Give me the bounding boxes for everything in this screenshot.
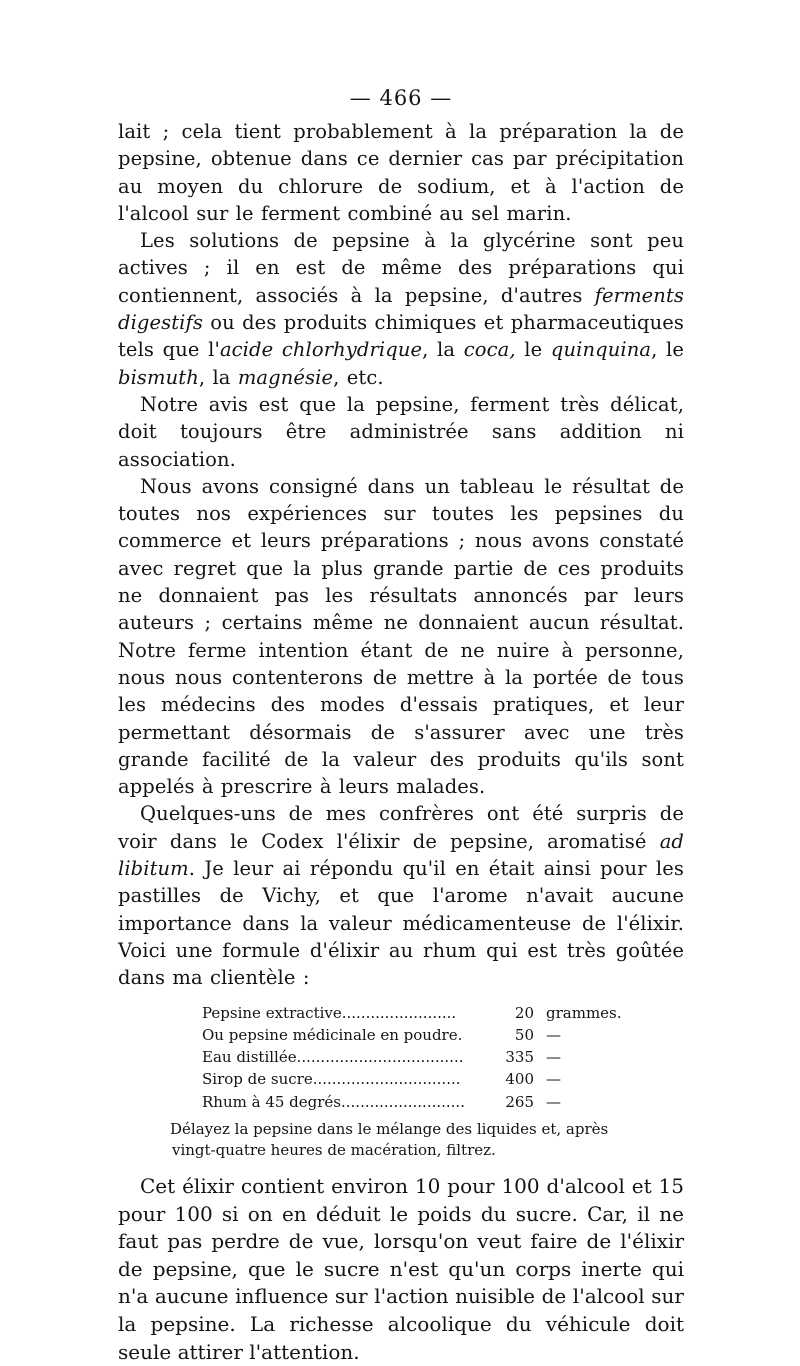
paragraph-5: [118, 800, 684, 991]
paragraph-2-italic-6: magnésie: [237, 365, 334, 389]
paragraph-2-italic-4: quinquina: [550, 338, 652, 362]
paragraph-5-text-2: . Je leur ai répondu qu'il en était ainsi pour les pastilles de Vichy, et que l'arome n'avait aucune importance dans la valeur médicamenteuse de l'élixir. Voici une formule d'élixir au rhum qui est très goûtée dans ma clientèle :: [118, 857, 684, 990]
paragraph-2: [118, 227, 684, 391]
formula-ingredient: Pepsine extractive........................: [202, 1003, 457, 1022]
paragraph-2-text-4: le: [515, 338, 551, 362]
paragraph-2-text-6: , la: [198, 365, 238, 389]
formula-row: [202, 1046, 684, 1068]
formula-quantity: 20: [514, 1003, 534, 1022]
paragraph-5-italic-1: ad libitum: [118, 829, 684, 881]
paragraph-2-text-2: ou des produits chimiques et pharmaceutiques tels que l': [118, 311, 684, 362]
paragraph-2-italic-1: ferments digestifs: [118, 283, 684, 335]
formula-instruction: [118, 1119, 684, 1161]
formula-ingredient: Ou pepsine médicinale en poudre.: [202, 1025, 463, 1044]
document-page: [118, 84, 684, 1366]
formula-row: [202, 1091, 684, 1113]
paragraph-4: Nous avons consigné dans un tableau le résultat de toutes nos expériences sur toutes les pepsines du commerce et leurs préparations ; nous avons constaté avec regret que la plus grande partie de ces produits ne donnaient pas les résultats annoncés par leurs auteurs ; certains même ne donnaient aucun résultat. Notre ferme intention étant de ne nuire à personne, nous nous contenterons de mettre à la portée de tous les médecins des modes d'essais pratiques, et leur permettant désormais de s'assurer avec une très grande facilité de la valeur des produits qu'ils sont appelés à prescrire à leurs malades.: [118, 474, 684, 799]
instruction-line-2: vingt-quatre heures de macération, filtrez.: [172, 1140, 496, 1159]
paragraph-2-italic-3: coca,: [463, 338, 516, 362]
instruction-line-1: Délayez la pepsine dans le mélange des liquides et, après: [170, 1119, 609, 1138]
paragraph-2-italic-5: bismuth: [118, 365, 199, 389]
paragraph-2-text-7: , etc.: [333, 365, 384, 389]
paragraph-5-text-1: Quelques-uns de mes confrères ont été surpris de voir dans le Codex l'élixir de pepsine, aromatisé: [118, 802, 684, 853]
formula-ingredient: Rhum à 45 degrés..........................: [202, 1092, 465, 1111]
paragraph-1: lait ; cela tient probablement à la préparation la de pepsine, obtenue dans ce dernier cas par précipitation au moyen du chlorure de sodium, et à l'action de l'alcool sur le ferment combiné au sel marin.: [118, 120, 684, 225]
paragraph-2-text-5: , le: [651, 338, 684, 362]
page-number: — 466 —: [349, 86, 453, 110]
formula-quantity: 265: [505, 1092, 534, 1111]
formula-unit: —: [546, 1070, 561, 1089]
formula-row: [202, 1068, 684, 1090]
final-paragraph: Cet élixir contient environ 10 pour 100 d'alcool et 15 pour 100 si on en déduit le poids du sucre. Car, il ne faut pas perdre de vue, lorsqu'on veut faire de l'élixir de pepsine, que le sucre n'est qu'un corps inerte qui n'a aucune influence sur l'action nuisible de l'alcool sur la pepsine. La richesse alcoolique du véhicule doit seule attirer l'attention.: [118, 1173, 684, 1364]
formula-row: [202, 1002, 684, 1024]
paragraph-2-italic-2: acide chlorhydrique: [219, 338, 423, 362]
formula-row: [202, 1024, 684, 1046]
formula-table: [118, 1002, 684, 1113]
formula-ingredient: Sirop de sucre...............................: [202, 1070, 461, 1089]
formula-unit: —: [546, 1048, 561, 1067]
formula-quantity: 335: [505, 1048, 534, 1067]
paragraph-2-text-3: , la: [422, 338, 464, 362]
paragraph-2-text-1: Les solutions de pepsine à la glycérine sont peu actives ; il en est de même des préparations qui contiennent, associés à la pepsine, d'autres: [118, 229, 684, 307]
formula-quantity: 400: [505, 1070, 534, 1089]
formula-unit: —: [546, 1092, 561, 1111]
formula-ingredient: Eau distillée...................................: [202, 1048, 464, 1067]
formula-unit: grammes.: [546, 1003, 622, 1022]
paragraph-3: Notre avis est que la pepsine, ferment très délicat, doit toujours être administrée sans addition ni association.: [118, 392, 684, 471]
formula-quantity: 50: [514, 1025, 534, 1044]
formula-unit: —: [546, 1025, 561, 1044]
